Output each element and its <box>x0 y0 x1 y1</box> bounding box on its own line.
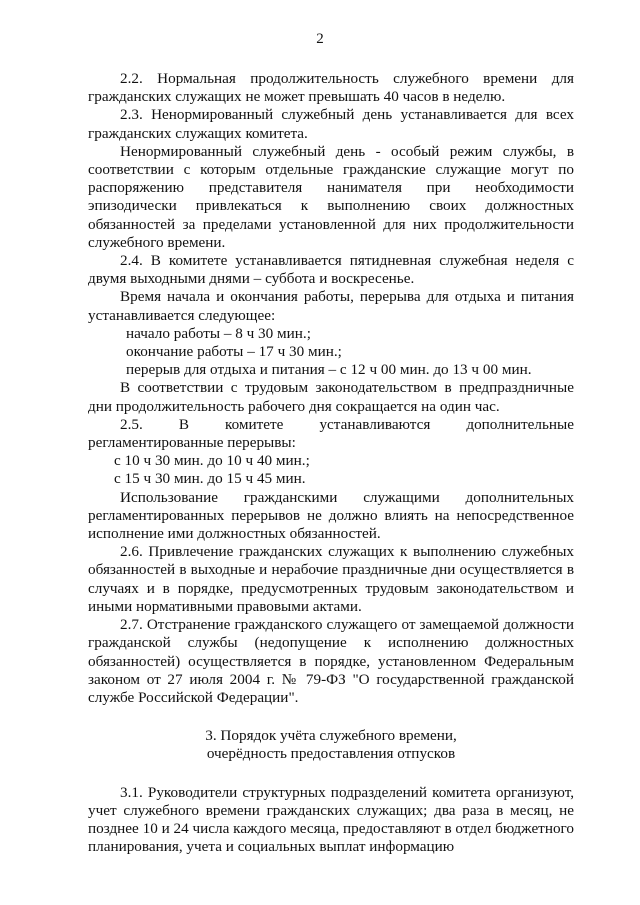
paragraph-2-5: 2.5. В комитете устанавливаются дополнительные регламентированные перерывы: <box>88 415 574 452</box>
page-number: 2 <box>316 31 324 47</box>
section-heading <box>88 727 574 763</box>
paragraph-2-6: 2.6. Привлечение гражданских служащих к выполнению служебных обязанностей в выходные и нерабочие праздничные дни осуществляется в случаях и в порядке, предусмотренных трудовым законодательством и иными нормативными правовыми актами. <box>88 543 574 615</box>
list-item-start-time: начало работы – 8 ч 30 мин.; <box>126 324 311 342</box>
paragraph-pre-holiday: В соответствии с трудовым законодательством в предпраздничные дни продолжительность рабочего дня сокращается на один час. <box>88 379 574 415</box>
section-heading-line-2: очерёдность предоставления отпусков <box>206 745 456 763</box>
list-item-end-time: окончание работы – 17 ч 30 мин.; <box>126 343 342 361</box>
paragraph-work-time: Время начала и окончания работы, перерыва для отдыха и питания устанавливается следующее: <box>88 288 574 324</box>
paragraph-2-4: 2.4. В комитете устанавливается пятидневная служебная неделя с двумя выходными днями – суббота и воскресенье. <box>88 252 574 288</box>
list-item-break-1: с 10 ч 30 мин. до 10 ч 40 мин.; <box>114 452 310 470</box>
paragraph-2-3: 2.3. Ненормированный служебный день устанавливается для всех гражданских служащих комитета. <box>88 106 574 142</box>
section-heading-line-1: 3. Порядок учёта служебного времени, <box>205 727 457 745</box>
list-item-break-2: с 15 ч 30 мин. до 15 ч 45 мин. <box>114 470 306 488</box>
paragraph-break-usage: Использование гражданскими служащими дополнительных регламентированных перерывов не должно влиять на непосредственное исполнение ими должностных обязанностей. <box>88 488 574 543</box>
paragraph-3-1: 3.1. Руководители структурных подразделений комитета организуют, учет служебного времени гражданских служащих; два раза в месяц, не позднее 10 и 24 числа каждого месяца, предоставляют в отдел бюджетного планирования, учета и социальных выплат информацию <box>88 783 574 856</box>
list-item-lunch-break: перерыв для отдыха и питания – с 12 ч 00 мин. до 13 ч 00 мин. <box>126 361 532 379</box>
paragraph-irregular-day: Ненормированный служебный день - особый режим службы, в соответствии с которым отдельные гражданские служащие могут по распоряжению представителя нанимателя при необходимости эпизодически привлекаться к выполнению своих должностных обязанностей за пределами установленной для них продолжительности служебного времени. <box>88 142 574 251</box>
paragraph-2-2: 2.2. Нормальная продолжительность служебного времени для гражданских служащих не может превышать 40 часов в неделю. <box>88 70 574 106</box>
document-body <box>88 70 574 856</box>
paragraph-2-7: 2.7. Отстранение гражданского служащего от замещаемой должности гражданской службы (недопущение к исполнению должностных обязанностей) осуществляется в порядке, установленном Федеральным законом от 27 июля 2004 г. № 79-ФЗ "О государственной гражданской службе Российской Федерации". <box>88 616 574 706</box>
